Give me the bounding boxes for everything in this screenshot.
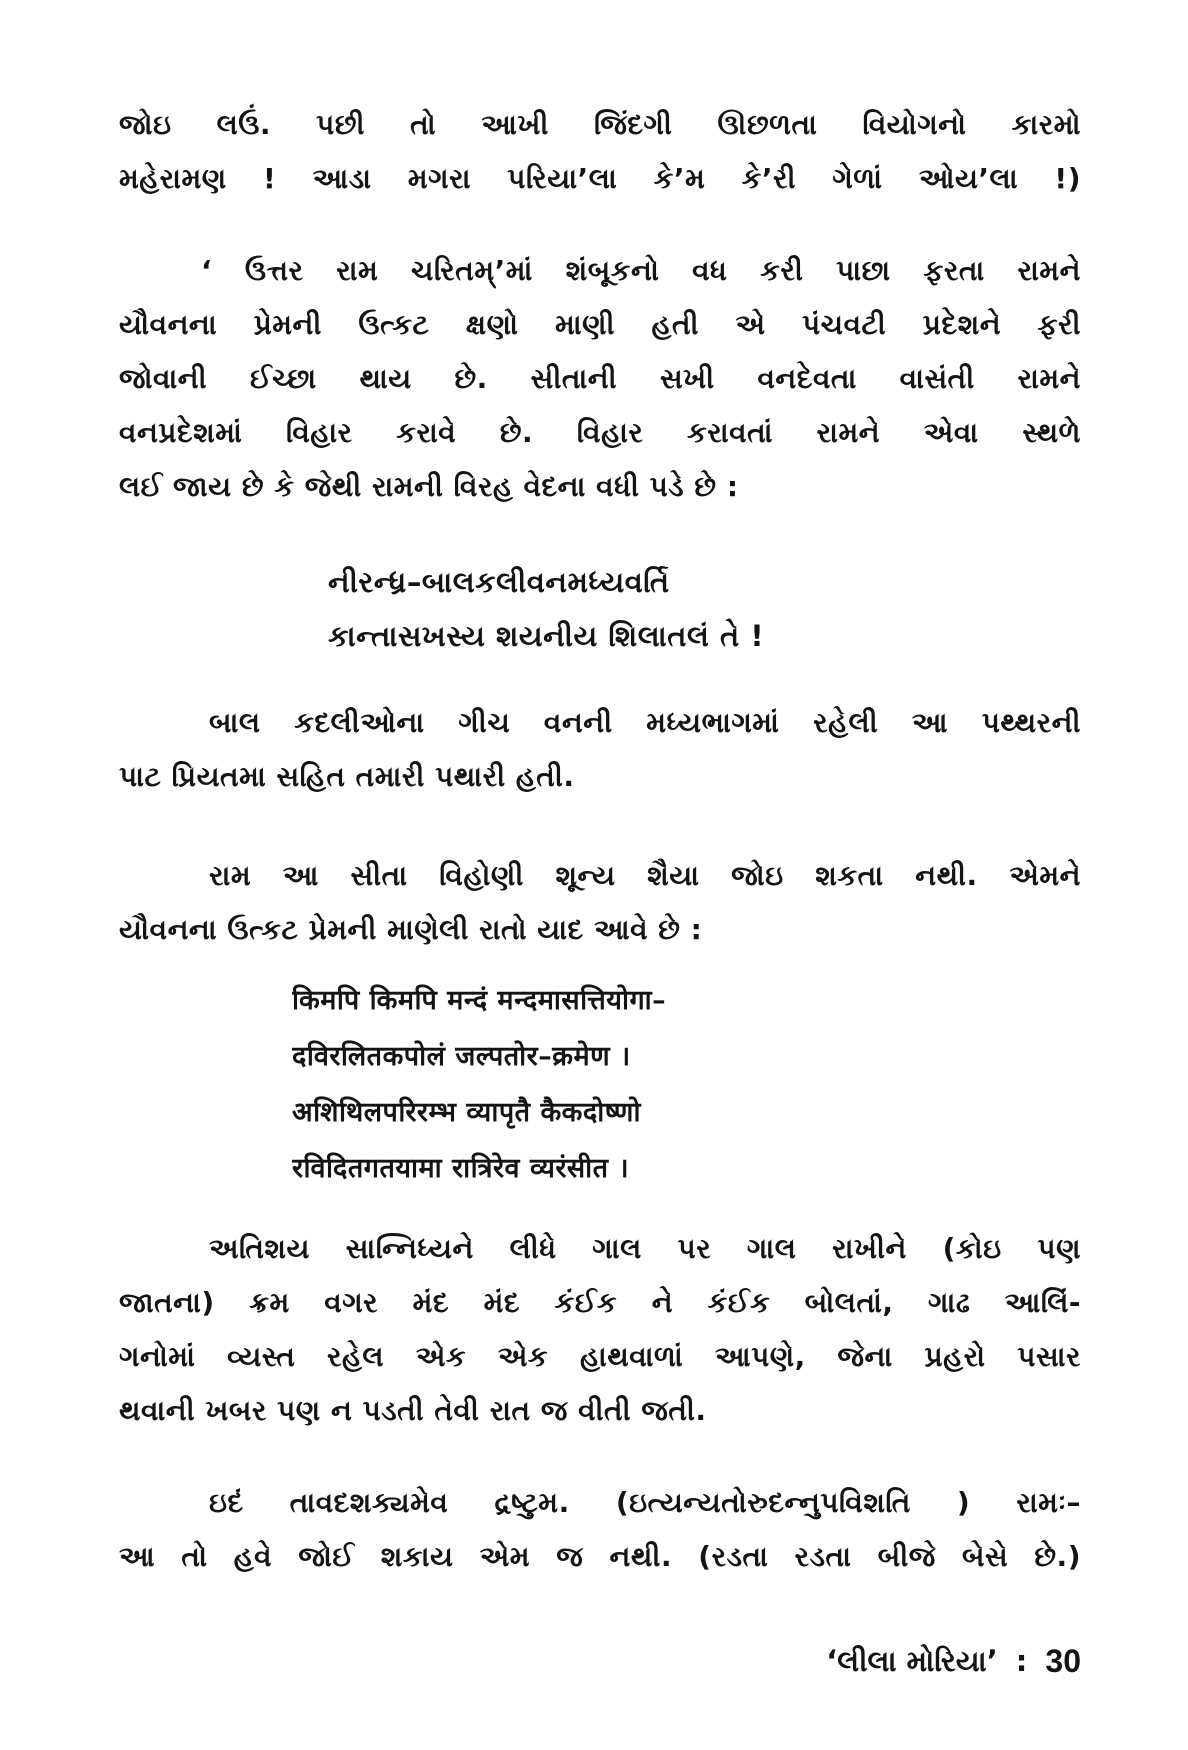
- footer-title: ‘લીલા મોરિયા’: [826, 1643, 998, 1678]
- book-page: [119, 98, 1081, 1688]
- text-line: ઇદં તાવદશક્યમેવ દ્રષ્ટુમ. (ઇત્યન્યતોરુદન્નુપવિશતિ ) રામઃ–: [209, 1486, 1081, 1519]
- text-line: રામ આ સીતા વિહોણી શૂન્ય શૈયા જોઇ શકતા નથી. એમને: [209, 859, 1081, 892]
- text-line: બાલ કદલીઓના ગીચ વનની મધ્યભાગમાં રહેલી આ પથ્થરની: [209, 706, 1081, 739]
- verse-line: दविरलितकपोलं जल्पतोर–क्रमेण ।: [292, 1041, 631, 1072]
- text-line: જોવાની ઈચ્છા થાય છે. સીતાની સખી વનદેવતા વાસંતી રામને: [119, 362, 1081, 395]
- paragraph-verse-translation: [119, 1222, 1081, 1438]
- sanskrit-verse: [119, 973, 1081, 1197]
- text-line: ગનોમાં વ્યસ્ત રહેલ એક એક હાથવાળાં આપણે, જેના પ્રહરો પસાર: [119, 1340, 1081, 1373]
- paragraph-uttar-ram-charitam: [119, 244, 1081, 514]
- text-line: વનપ્રદેશમાં વિહાર કરાવે છે. વિહાર કરાવતાં રામને એવા સ્થળે: [119, 416, 1081, 449]
- text-line: જોઇ લઉં. પછી તો આખી જિંદગી ઊછળતા વિયોગનો કારમો: [119, 108, 1081, 141]
- verse-line: નીરન્ધ્ર–બાલકલીવનમધ્યવર્તિ: [328, 565, 670, 599]
- text-line: યૌવનના ઉત્કટ પ્રેમની માણેલી રાતો યાદ આવે છે :: [119, 913, 703, 946]
- text-line: મહેરામણ ! આડા મગરા પરિયા’લા કે’મ કે’રી ગેળાં ઓય’લા !): [119, 162, 1081, 195]
- page-footer: [119, 1634, 1081, 1688]
- text-line: જાતના) ક્રમ વગર મંદ મંદ કંઈક ને કંઈક બોલતાં, ગાઢ આલિં-: [119, 1286, 1081, 1319]
- text-line: અતિશય સાન્નિધ્યને લીધે ગાલ પર ગાલ રાખીને (કોઇ પણ: [209, 1232, 1081, 1265]
- verse-quotation: [119, 555, 1081, 663]
- footer-separator: :: [1015, 1644, 1028, 1678]
- verse-line: अशिथिलपरिरम्भ व्यापृतै कैकदोष्णो: [292, 1097, 641, 1128]
- verse-line: किमपि किमपि मन्दं मन्दमासत्तियोगा–: [292, 985, 667, 1016]
- paragraph-ram-sita: [119, 849, 1081, 957]
- text-line: પાટ પ્રિયતમા સહિત તમારી પથારી હતી.: [119, 760, 575, 793]
- text-line: આ તો હવે જોઈ શકાય એમ જ નથી. (રડતા રડતા બીજે બેસે છે.): [119, 1540, 1081, 1573]
- text-line: થવાની ખબર પણ ન પડતી તેવી રાત જ વીતી જતી.: [119, 1394, 707, 1427]
- paragraph-continuation: [119, 98, 1081, 206]
- page-number: 30: [1045, 1642, 1081, 1679]
- text-line: યૌવનના પ્રેમની ઉત્કટ ક્ષણો માણી હતી એ પંચવટી પ્રદેશને ફરી: [119, 308, 1081, 341]
- paragraph-closing: [119, 1476, 1081, 1584]
- verse-line: કાન્તાસખસ્ય શયનીય શિલાતલં તે !: [328, 619, 765, 653]
- text-line: ‘ ઉત્તર રામ ચરિતમ્’માં શંબૂકનો વધ કરી પાછા ફરતા રામને: [201, 254, 1081, 287]
- paragraph-translation: [119, 696, 1081, 804]
- text-line: લઈ જાય છે કે જેથી રામની વિરહ વેદના વધી પડે છે :: [119, 470, 739, 503]
- verse-line: रविदितगतयामा रात्रिरेव व्यरंसीत ।: [292, 1153, 630, 1184]
